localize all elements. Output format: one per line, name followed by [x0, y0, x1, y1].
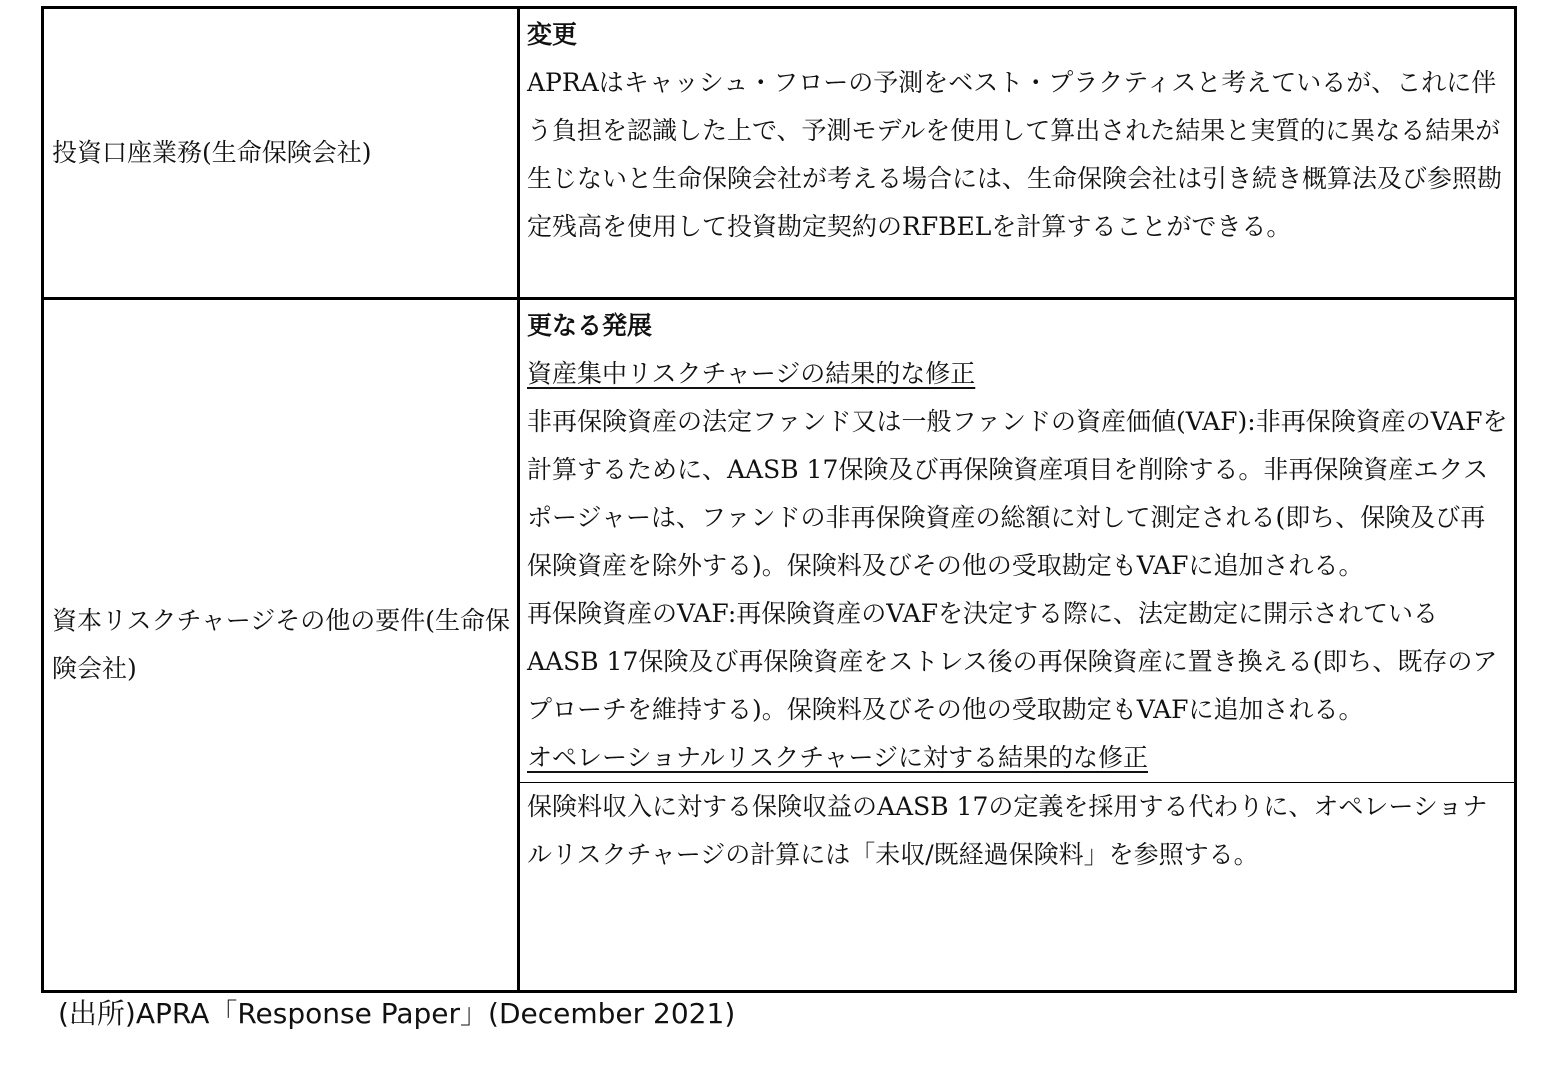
row-content-cell — [519, 299, 1516, 992]
body-paragraph: 非再保険資産の法定ファンド又は一般ファンドの資産価値(VAF):非再保険資産のVAFを計算するために、AASB 17保険及び再保険資産項目を削除する。非再保険資産エクスポージャーは、ファンドの非再保険資産の総額に対して測定される(即ち、保険及び再保険資産を除外する)。保険料及びその他の受取勘定もVAFに追加される。 — [527, 407, 1508, 580]
body-paragraph: 再保険資産のVAF:再保険資産のVAFを決定する際に、法定勘定に開示されているAASB 17保険及び再保険資産をストレス後の再保険資産に置き換える(即ち、既存のアプローチを維持する)。保険料及びその他の受取勘定もVAFに追加される。 — [527, 599, 1498, 724]
source-note: (出所)APRA「Response Paper」(December 2021) — [58, 997, 736, 1030]
body-paragraph: APRAはキャッシュ・フローの予測をベスト・プラクティスと考えているが、これに伴う負担を認識した上で、予測モデルを使用して算出された結果と実質的に異なる結果が生じないと生命保険会社が考える場合には、生命保険会社は引き続き概算法及び参照勘定残高を使用して投資勘定契約のRFBELを計算することができる。 — [527, 68, 1503, 241]
row-label-cell — [43, 299, 519, 992]
section-heading: 更なる発展 — [527, 311, 653, 340]
body-paragraph: 保険料収入に対する保険収益のAASB 17の定義を採用する代わりに、オペレーショナルリスクチャージの計算には「未収/既経過保険料」を参照する。 — [527, 792, 1488, 869]
table-row — [43, 299, 1516, 992]
row-label-cell — [43, 8, 519, 299]
row-label: 投資口座業務(生命保険会社) — [52, 138, 372, 167]
section-heading: 変更 — [527, 20, 578, 49]
document-table — [41, 6, 1517, 993]
subsection-title: オペレーショナルリスクチャージに対する結果的な修正 — [527, 743, 1149, 772]
row-content-cell — [519, 8, 1516, 299]
row-label: 資本リスクチャージその他の要件(生命保険会社) — [52, 606, 511, 683]
subsection-title: 資産集中リスクチャージの結果的な修正 — [527, 359, 976, 388]
table-row — [43, 8, 1516, 299]
